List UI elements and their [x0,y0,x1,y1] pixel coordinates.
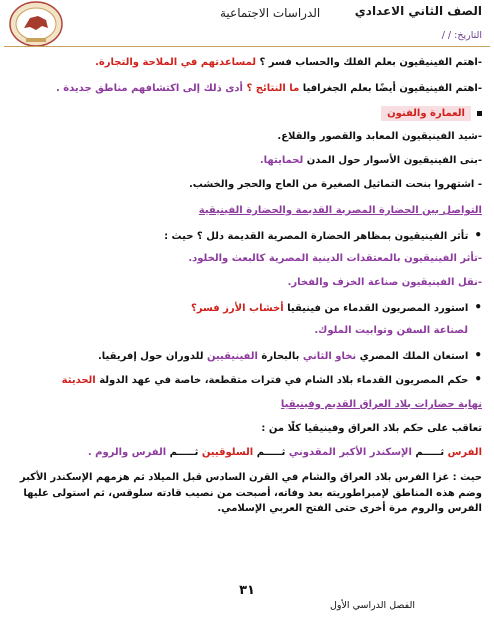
heading-text: نهاية حضارات بلاد العراق القديم وفينيقيا [280,399,482,410]
ruler-text: الفرس [447,447,482,458]
text: بالبحارة [257,351,303,362]
connector-text: ثـــــم [411,447,448,458]
heading-architecture [381,106,482,121]
school-logo-icon [8,0,64,48]
text: استعان الملك المصري [356,351,469,362]
bullet-icon: • [474,372,482,386]
text: حكم المصريون القدماء بلاد الشام في فترات متقطعة، خاصة في عهد الدولة [95,375,469,386]
heading-text: العمارة والفنون [381,106,471,121]
ruler-text: السلوقيين [201,447,254,458]
header-rule [4,46,490,47]
line-geography [56,82,482,95]
bullet-icon: • [474,300,482,314]
text: -اهتم الفينيقيون أيضًا بعلم الجغرافيا [299,83,482,94]
line-influence [164,228,482,244]
text: -نقل الفينيقيون صناعة الخزف والفخار. [287,277,482,288]
ruler-text: الإسكندر الأكبر المقدوني [288,447,412,458]
paragraph-history: حيث : غزا الفرس بلاد العراق والشام في القرن السادس قبل الميلاد ثم هزمهم الإسكندر الأكبر وضم هذه المناطق لإمبراطوريته بعد وفاته، أصبحت من نصيب قادته سلوقس، ثم استولى عليها الفرس والروم مرة أخرى حتى الفتح العربي الإسلامي. [19,472,482,514]
text: -تأثر الفينيقيون بالمعتقدات الدينية المصرية كالبعث والخلود. [188,253,482,264]
text: للدوران حول إفريقيا. [98,351,207,362]
line-levant [62,372,482,388]
line-cedar [191,300,482,316]
text: تعاقب على حكم بلاد العراق وفينيقيا كلًا من : [261,423,482,434]
question-text: ما النتائج ؟ [246,83,300,94]
bullet-icon: • [474,228,482,242]
text: -بنى الفينيقيون الأسوار حول المدن [303,155,482,166]
text: -اهتم الفينيقيون بعلم الفلك والحساب فسر ؟ [256,57,482,68]
text: تأثر الفينيقيون بمظاهر الحضارة المصرية القديمة دلل ؟ حيث : [164,231,469,242]
answer-text: لحمايتها. [259,155,304,166]
line-necho [98,348,482,364]
line-rulers [88,446,482,459]
heading-end [281,398,482,411]
connector-text: ثـــــم [166,447,202,458]
text: -شيد الفينيقيون المعابد والقصور والقلاع. [277,131,482,142]
bullet-icon: • [474,348,482,362]
header-date: التاريخ: / / [441,30,482,41]
footer-term: الفصل الدراسي الأول [330,600,415,611]
header-grade: الصف الثاني الاعدادي [354,4,482,18]
heading-text: التواصل بين الحضارة المصرية القديمة والحضارة الفينيقية [198,205,482,216]
line-walls [260,154,482,167]
connector-text: ثـــــم [253,447,289,458]
highlight-text: الفينيقيين [206,351,258,362]
answer-text: لمساعدتهم في الملاحة والتجارة. [95,57,257,68]
ruler-text: الفرس والروم . [87,447,167,458]
header-subject: الدراسات الاجتماعية [220,6,321,20]
line-statues [189,178,482,191]
text: استورد المصريون القدماء من فينيقيا [283,303,469,314]
square-bullet-icon [477,111,482,116]
answer-text: أدى ذلك إلى اكتشافهم مناطق جديدة . [55,83,247,94]
heading-contact [199,204,482,217]
line-beliefs [188,252,482,265]
line-pottery [288,276,482,289]
line-astronomy [95,56,482,69]
page-number: ٣١ [239,583,255,598]
highlight-text: نخاو الثاني [302,351,357,362]
answer-text: لصناعة السفن وتوابيت الملوك. [314,325,468,336]
text: - اشتهروا بنحت التماثيل الصغيرة من العاج والحجر والخشب. [189,179,482,190]
line-temples [277,130,482,143]
line-succession [261,422,482,435]
question-text: أخشاب الأرز فسر؟ [190,303,284,314]
line-ships [314,324,468,337]
highlight-text: الحديثة [61,375,96,386]
